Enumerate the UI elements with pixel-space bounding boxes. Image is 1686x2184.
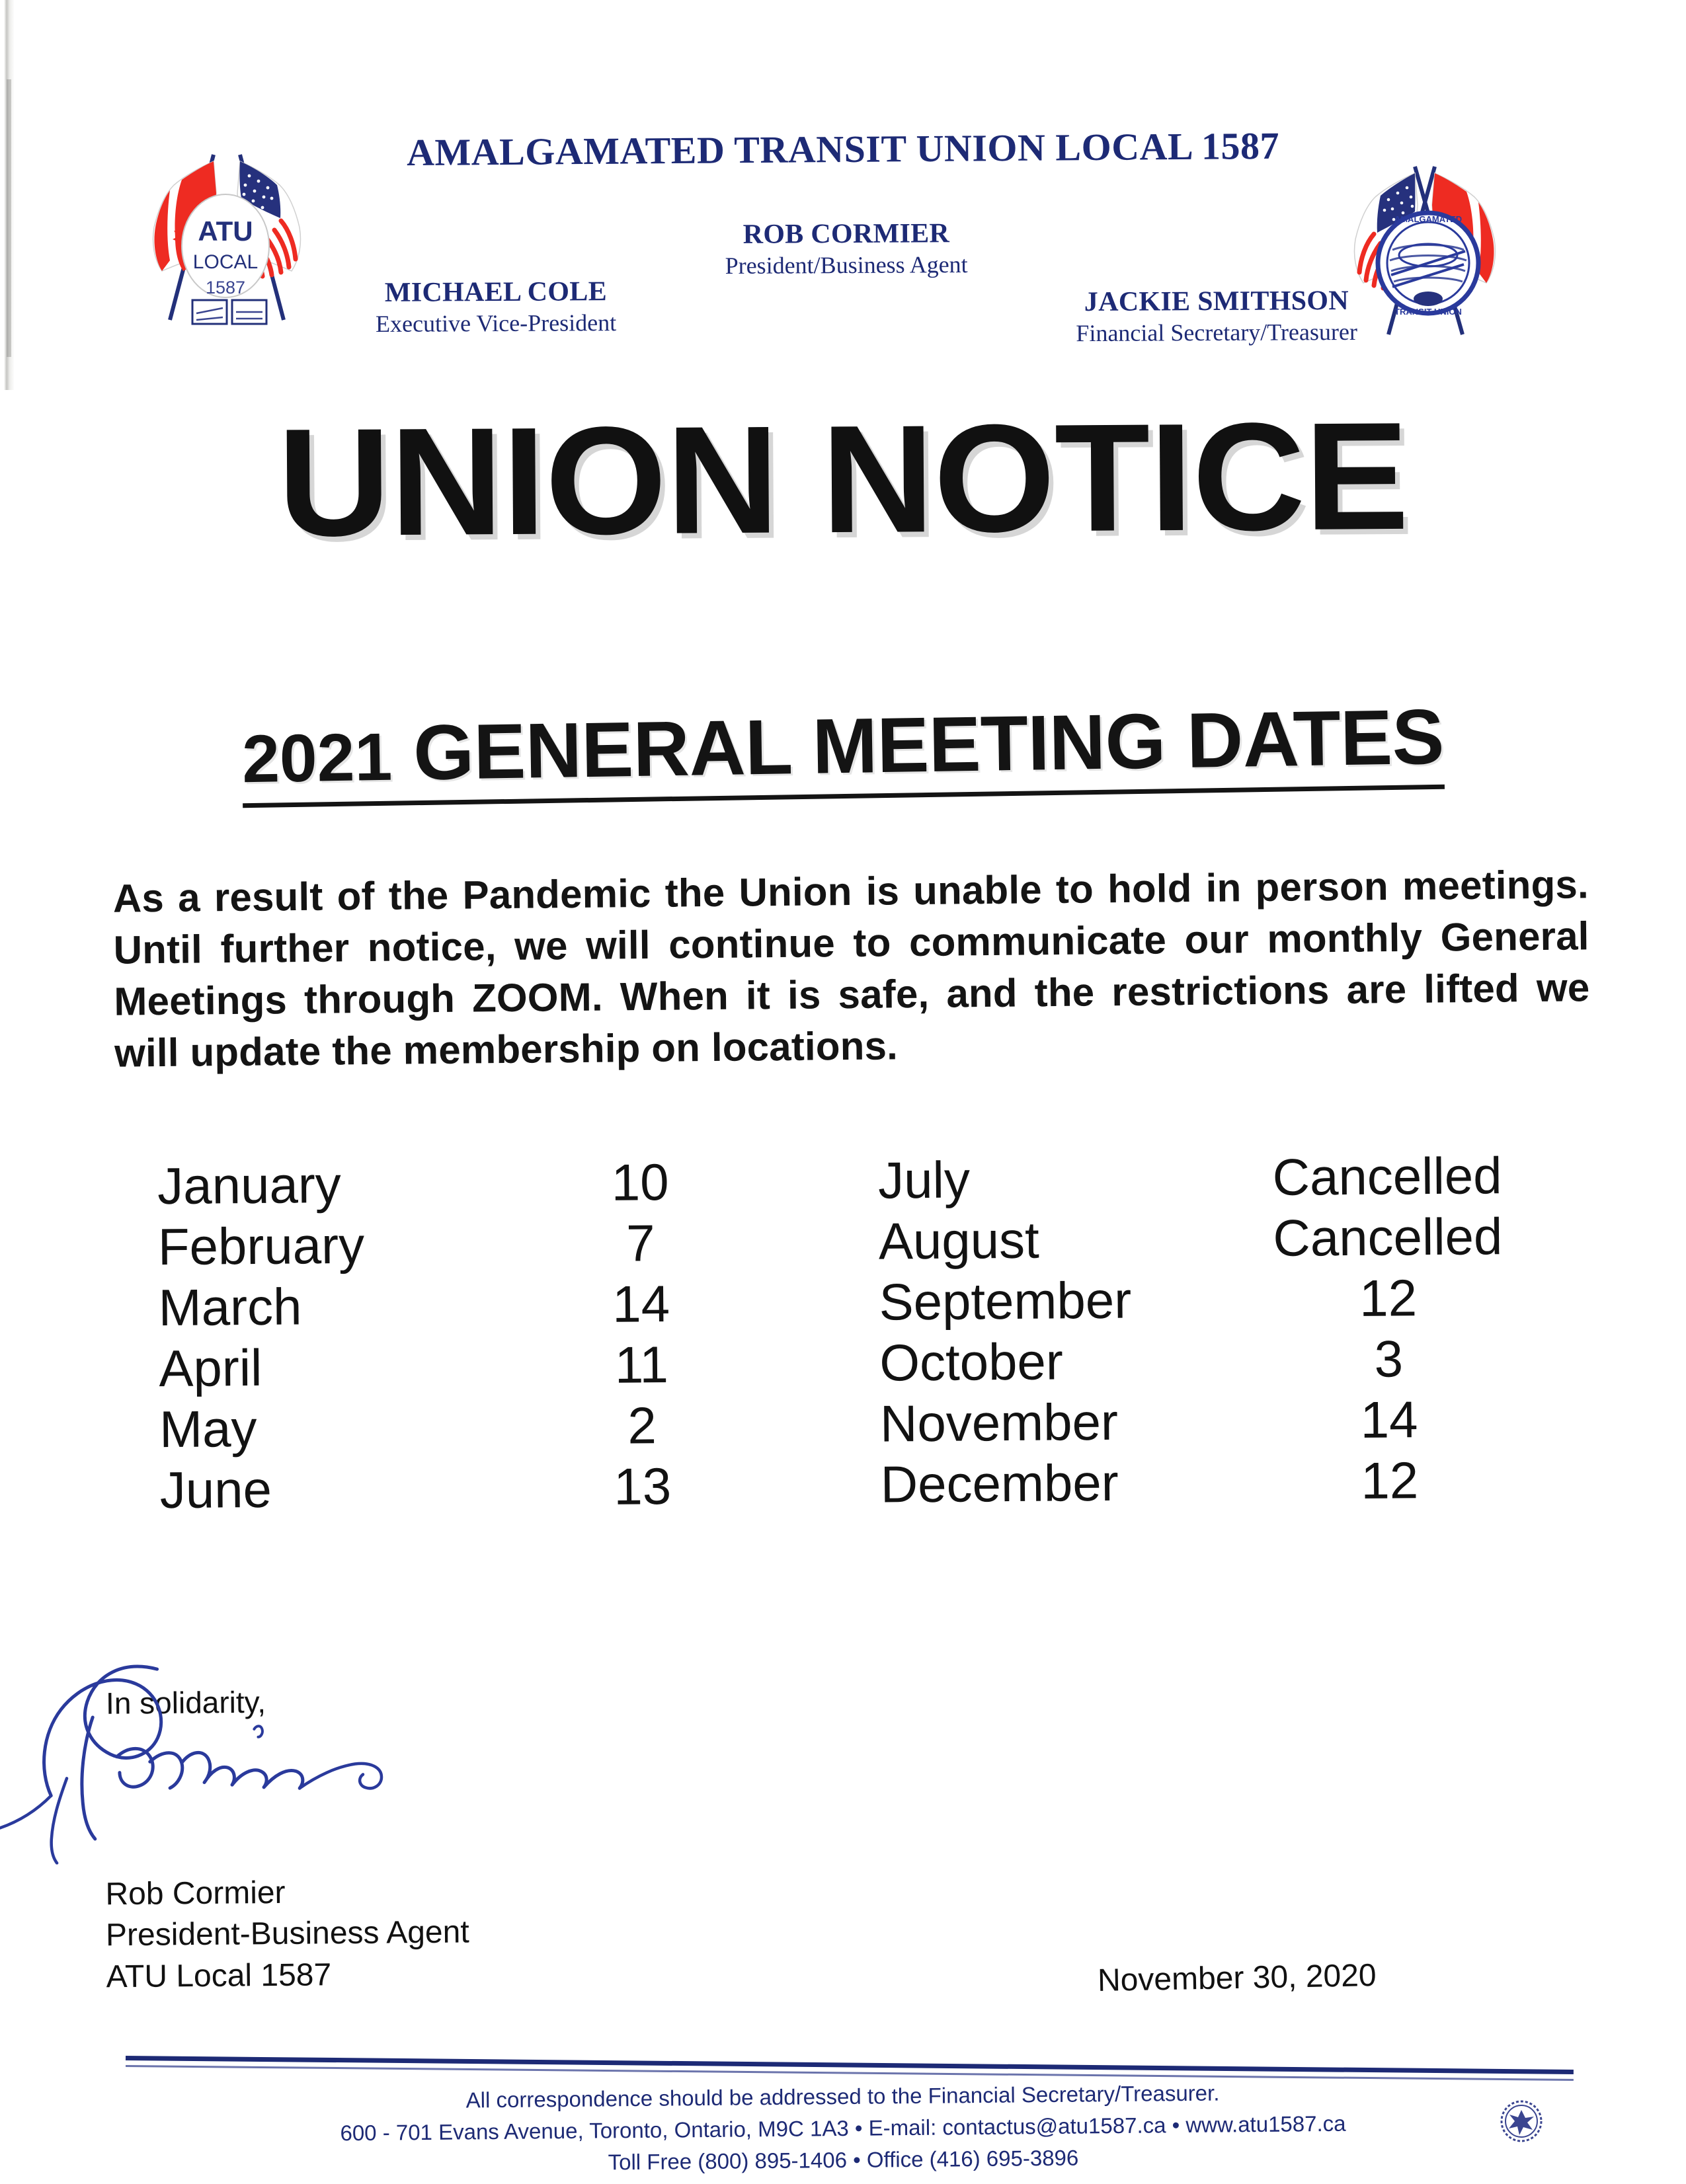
notice-body-text: As a result of the Pandemic the Union is unable to hold in person meetings. Until further notice, we will continue to communicate our monthly General Meetings through ZOOM. When it is safe, and the restrictions are lifted we will update the membership on locations. [112, 862, 1590, 1075]
subtitle-container [0, 693, 1686, 812]
svg-text:ATU: ATU [198, 215, 253, 247]
meeting-day: 14 [612, 1274, 670, 1333]
meeting-day: 12 [1361, 1451, 1419, 1510]
officer-name: ROB CORMIER [743, 218, 950, 250]
signature-block [106, 1679, 833, 1721]
officer-role: Executive Vice-President [375, 309, 617, 337]
officer-role: President/Business Agent [725, 251, 968, 279]
rob-cormier-handwritten-signature-icon [0, 1643, 491, 1865]
month-label: January [157, 1155, 342, 1216]
footer-address-line: 600 - 701 Evans Avenue, Toronto, Ontario, M9C 1A3 • E-mail: contactus@atu1587.ca • www.atu1587.ca [340, 2111, 1346, 2146]
meeting-day: 3 [1374, 1329, 1404, 1388]
meeting-dates-right-column [878, 1145, 1529, 1515]
month-label: June [159, 1460, 272, 1520]
officer-role: Financial Secretary/Treasurer [1076, 318, 1357, 347]
month-label: September [879, 1270, 1132, 1331]
subtitle-year: 2021 [241, 719, 393, 797]
meeting-day: 2 [627, 1396, 657, 1455]
meeting-day: Cancelled [1272, 1146, 1502, 1206]
month-label: April [159, 1338, 262, 1398]
footer-correspondence-line: All correspondence should be addressed to the Financial Secretary/Treasurer. [465, 2080, 1220, 2113]
meeting-day: 14 [1360, 1390, 1418, 1449]
svg-text:TRANSIT UNION: TRANSIT UNION [1394, 307, 1462, 317]
letterhead [0, 0, 1686, 370]
meeting-day: 11 [614, 1335, 669, 1394]
union-label-seal-icon [1500, 2099, 1543, 2143]
atu-seal-crossed-flags-logo-icon [1336, 157, 1514, 349]
atu-crossed-flags-logo-icon [136, 147, 314, 338]
month-label: May [159, 1399, 257, 1459]
signer-details [105, 1867, 900, 1998]
officer-president [595, 217, 1098, 280]
month-label: February [157, 1216, 365, 1276]
document-date: November 30, 2020 [1097, 1957, 1377, 1999]
officer-executive-vice-president [251, 275, 741, 338]
svg-text:AMALGAMATED: AMALGAMATED [1394, 214, 1463, 224]
meeting-day: 13 [614, 1457, 672, 1516]
signer-name: Rob Cormier [105, 1875, 286, 1912]
organization-title: AMALGAMATED TRANSIT UNION LOCAL 1587 [406, 124, 1280, 175]
month-label: July [877, 1150, 971, 1210]
signer-title: President-Business Agent [105, 1914, 469, 1953]
footer-phone-line: Toll Free (800) 895-1406 • Office (416) 695-3896 [608, 2145, 1079, 2175]
meeting-dates-left-column [157, 1151, 755, 1520]
meeting-day: 12 [1359, 1268, 1418, 1327]
meeting-dates-table [0, 1144, 1686, 1522]
subtitle-text: GENERAL MEETING DATES [391, 693, 1445, 797]
officer-name: MICHAEL COLE [384, 276, 608, 308]
month-label: August [878, 1210, 1040, 1270]
officer-name: JACKIE SMITHSON [1084, 285, 1349, 318]
subtitle [241, 693, 1445, 808]
month-label: December [880, 1453, 1119, 1514]
meeting-day: 10 [611, 1153, 669, 1212]
footer [0, 2073, 1686, 2184]
month-label: October [879, 1332, 1064, 1392]
meeting-day: 7 [625, 1214, 655, 1272]
page-title: UNION NOTICE [277, 390, 1409, 569]
month-label: March [158, 1277, 302, 1337]
meeting-day: Cancelled [1273, 1207, 1503, 1267]
svg-text:1587: 1587 [205, 278, 246, 297]
signer-local: ATU Local 1587 [106, 1957, 332, 1995]
closing-salutation: In solidarity, [105, 1684, 266, 1721]
month-label: November [879, 1392, 1119, 1453]
svg-text:LOCAL: LOCAL [192, 251, 259, 273]
